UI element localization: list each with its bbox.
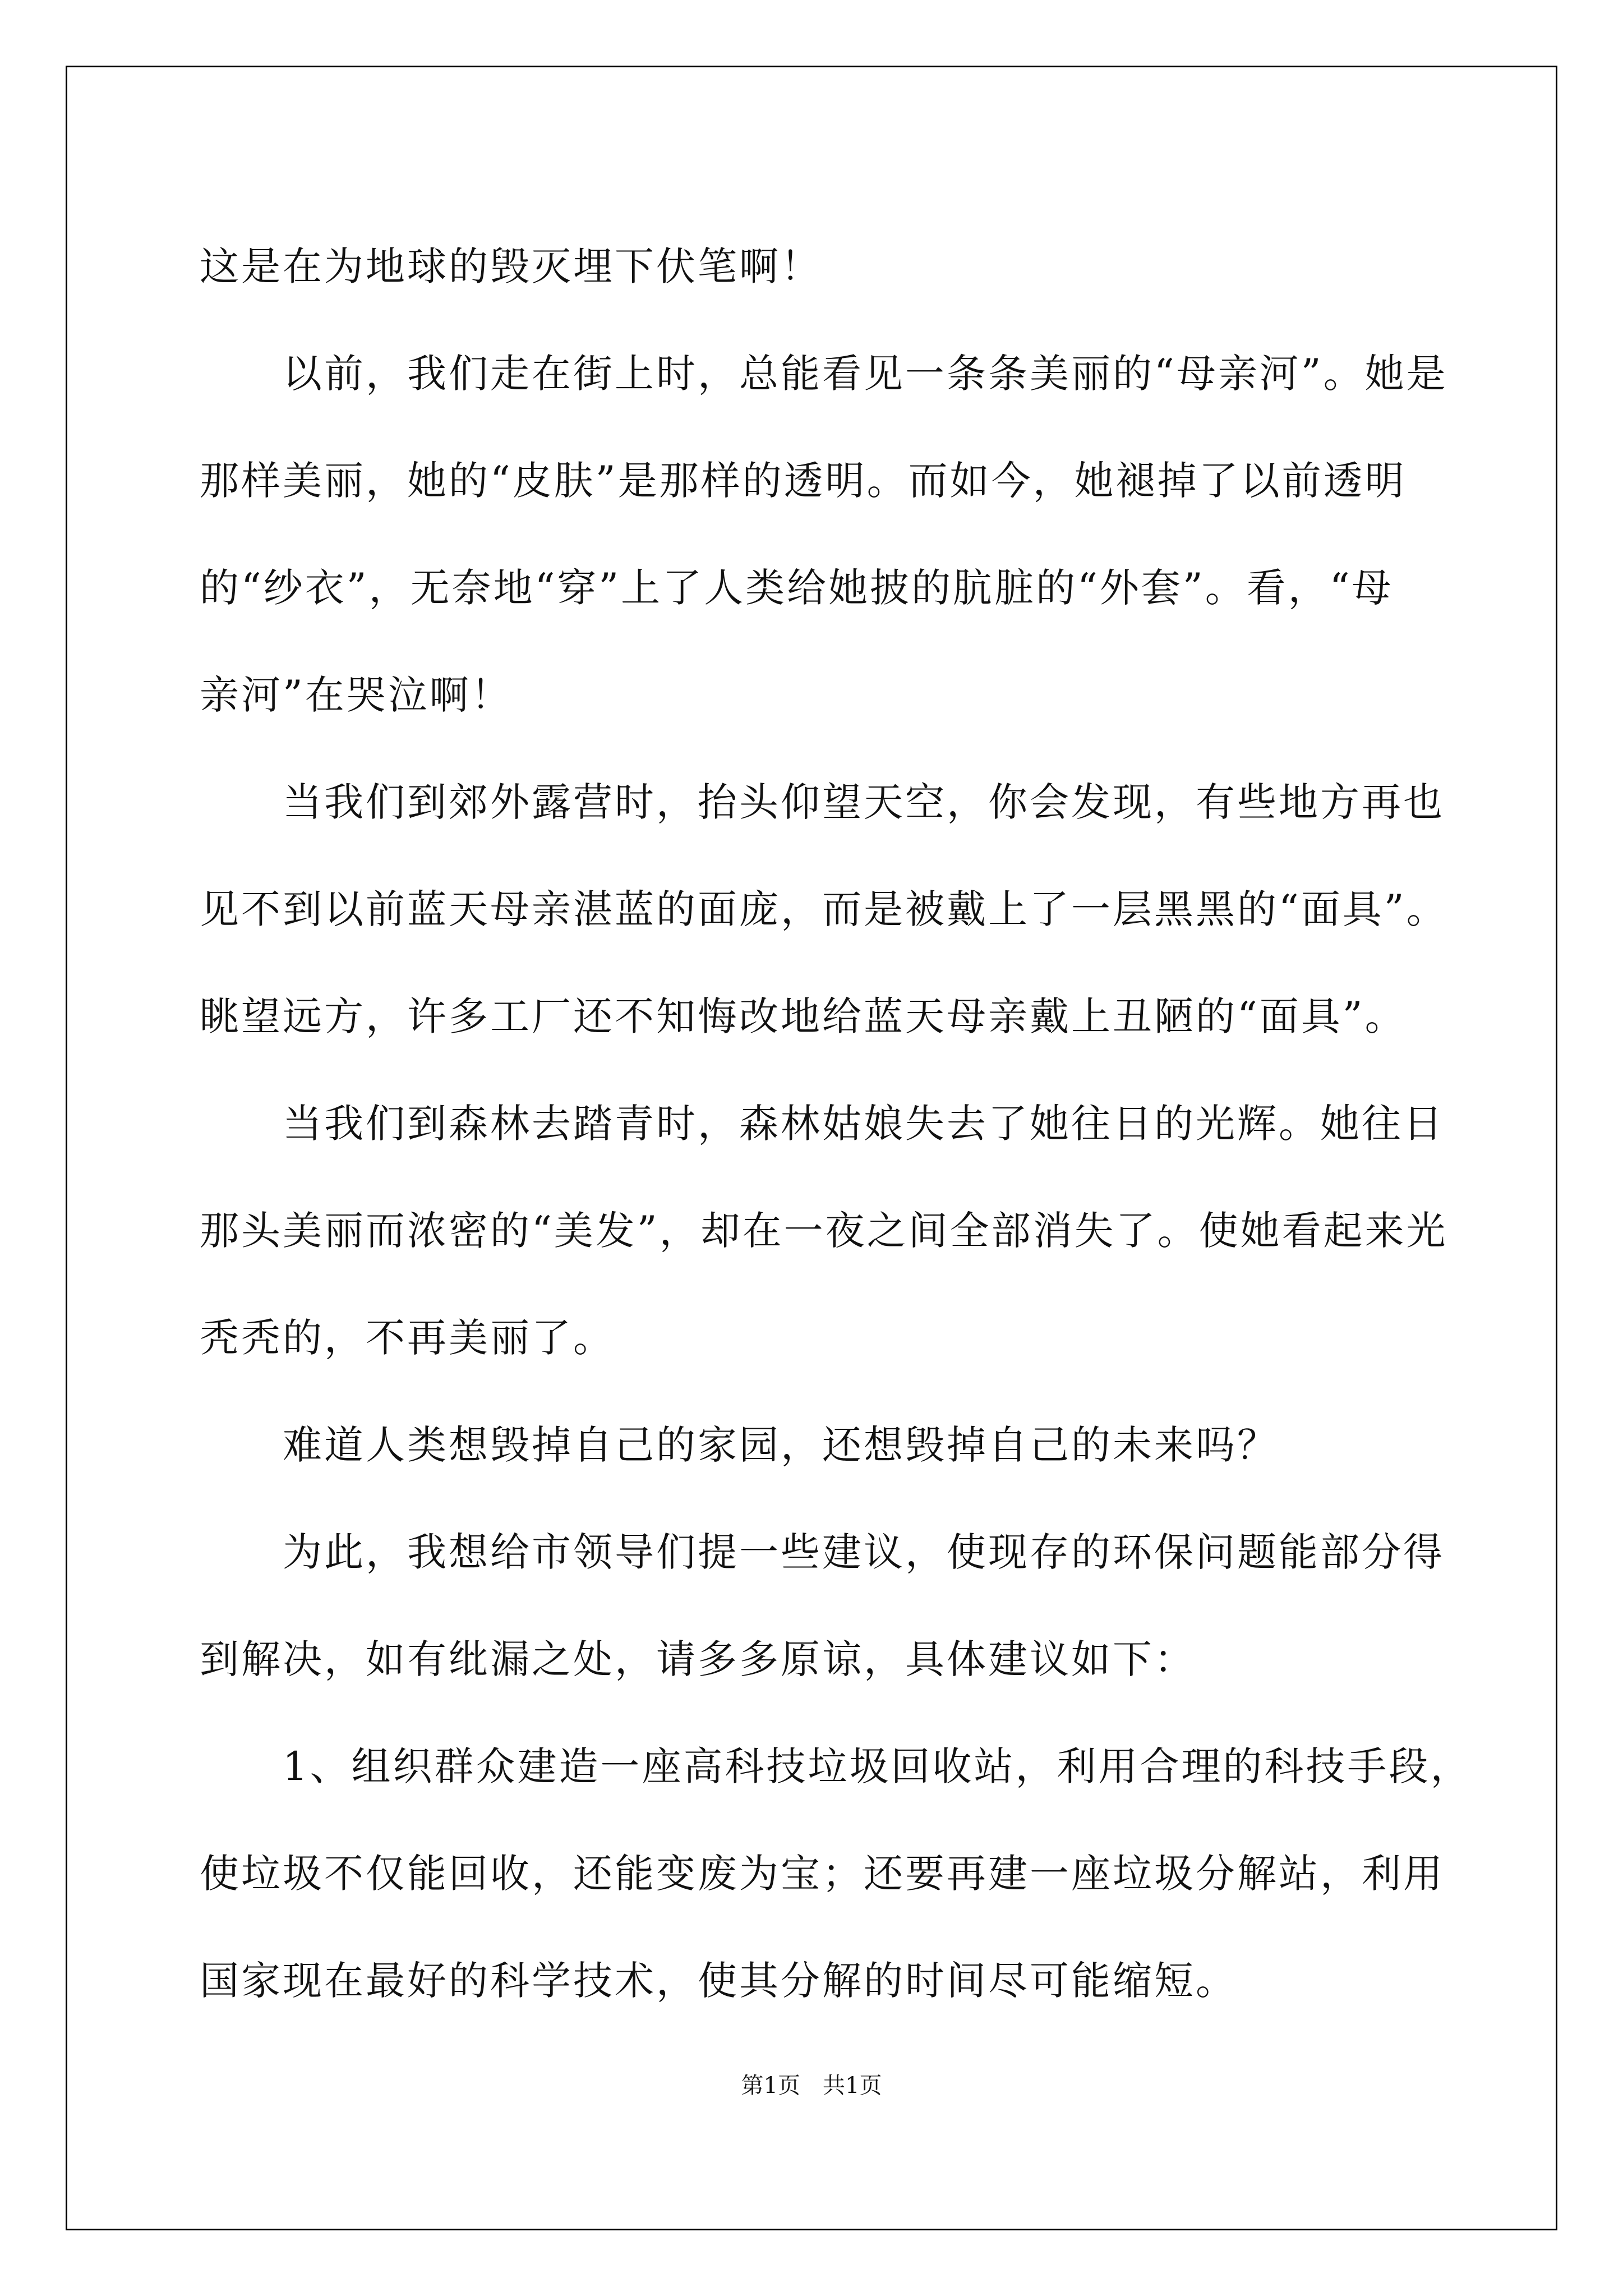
text-line: 那头美丽而浓密的“美发”，却在一夜之间全部消失了。使她看起来光 — [200, 1208, 1448, 1254]
text-line: 使垃圾不仅能回收，还能变废为宝；还要再建一座垃圾分解站，利用 — [200, 1851, 1445, 1897]
text-line: 那样美丽，她的“皮肤”是那样的透明。而如今，她褪掉了以前透明 — [200, 458, 1407, 504]
text-line: 当我们到郊外露营时，抬头仰望天空，你会发现，有些地方再也 — [283, 779, 1445, 825]
text-line: 亲河”在哭泣啊！ — [200, 672, 513, 718]
text-line: 秃秃的，不再美丽了。 — [200, 1315, 615, 1361]
text-line: 的“纱衣”，无奈地“穿”上了人类给她披的肮脏的“外套”。看，“母 — [200, 565, 1394, 611]
text-line: 当我们到森林去踏青时，森林姑娘失去了她往日的光辉。她往日 — [283, 1101, 1445, 1147]
text-line: 为此，我想给市领导们提一些建议，使现存的环保问题能部分得 — [283, 1529, 1445, 1575]
text-line: 国家现在最好的科学技术，使其分解的时间尽可能缩短。 — [200, 1958, 1237, 2004]
text-line: 见不到以前蓝天母亲湛蓝的面庞，而是被戴上了一层黑黑的“面具”。 — [200, 886, 1448, 932]
document-body — [200, 213, 1472, 2035]
text-line: 这是在为地球的毁灭埋下伏笔啊！ — [200, 243, 822, 289]
page-footer — [0, 2068, 1623, 2100]
text-line: 以前，我们走在街上时，总能看见一条条美丽的“母亲河”。她是 — [283, 351, 1448, 397]
text-line: 眺望远方，许多工厂还不知悔改地给蓝天母亲戴上丑陋的“面具”。 — [200, 993, 1407, 1039]
page-number: 第1页 — [741, 2073, 800, 2099]
text-line: 难道人类想毁掉自己的家园，还想毁掉自己的未来吗？ — [283, 1422, 1279, 1468]
text-line: 1、组织群众建造一座高科技垃圾回收站，利用合理的科技手段， — [283, 1743, 1472, 1789]
page-total: 共1页 — [823, 2073, 882, 2099]
text-line: 到解决，如有纰漏之处，请多多原谅，具体建议如下： — [200, 1636, 1196, 1682]
